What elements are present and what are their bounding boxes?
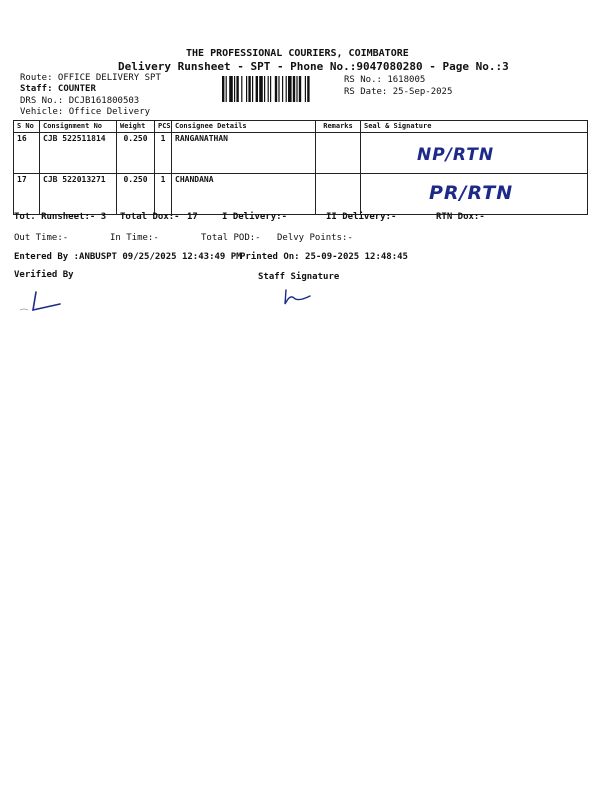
barcode-bar [264,76,265,102]
col-seal-signature: Seal & Signature [361,121,588,133]
i-delivery: I Delivery:- [222,212,288,222]
ii-delivery: II Delivery:- [326,212,397,222]
delvy-points: Delvy Points:- [277,233,353,243]
barcode-bar [307,76,309,102]
barcode-bar [226,76,227,102]
cell-seal [361,174,588,215]
cell-pcs: 1 [155,133,172,174]
rtn-dox: RTN Dox:- [436,212,485,222]
runsheet-table [13,120,588,215]
cell-consignment: CJB 522511814 [40,133,117,174]
rs-date: RS Date: 25-Sep-2025 [344,87,453,97]
drs-number: DRS No.: DCJB161800503 [20,96,140,106]
cell-seal [361,133,588,174]
cell-sno: 16 [14,133,40,174]
cell-remarks [316,174,361,215]
tot-runsheet: Tot. Runsheet:- 3 [14,212,107,222]
cell-consignee: CHANDANA [172,174,316,215]
barcode-bar [236,76,238,102]
barcode-bar [248,76,250,102]
barcode-bar [252,76,253,102]
barcode-bar [229,76,233,102]
in-time: In Time:- [110,233,159,243]
barcode-bar [222,76,224,102]
total-dox-value: 17 [187,212,198,222]
barcode-bar [299,76,301,102]
barcode-bar [234,76,235,102]
staff-label: Staff: COUNTER [20,84,96,94]
out-time: Out Time:- [14,233,69,243]
barcode-bar [275,76,277,102]
barcode-bar [293,76,295,102]
cell-consignment: CJB 522013271 [40,174,117,215]
total-dox-label: Total Dox:- [120,212,180,222]
table-row [14,133,588,174]
cell-pcs: 1 [155,174,172,215]
barcode-bar [282,76,283,102]
col-remarks: Remarks [316,121,361,133]
cell-remarks [316,133,361,174]
barcode-bar [270,76,271,102]
runsheet-subtitle: Delivery Runsheet - SPT - Phone No.:9047080280 - Page No.:3 [118,60,509,73]
col-consignment: Consignment No [40,121,117,133]
barcode-bar [278,76,279,102]
route-label: Route: OFFICE DELIVERY SPT [20,73,161,83]
company-title: THE PROFESSIONAL COURIERS, COIMBATORE [186,48,409,59]
col-consignee: Consignee Details [172,121,316,133]
vehicle-label: Vehicle: Office Delivery [20,107,151,117]
barcode-bar [246,76,247,102]
barcode-bar [256,76,258,102]
verified-signature [16,288,76,316]
barcode-bar [305,76,306,102]
col-sno: S No [14,121,40,133]
rs-number: RS No.: 1618005 [344,75,426,85]
cell-weight: 0.250 [117,174,155,215]
barcode-bar [286,76,287,102]
barcode-bar [259,76,263,102]
barcode-image [222,76,340,102]
cell-weight: 0.250 [117,133,155,174]
verified-by-label: Verified By [14,270,74,280]
printed-on: Printed On: 25-09-2025 12:48:45 [240,252,408,262]
col-weight: Weight [117,121,155,133]
staff-signature-label: Staff Signature [258,272,340,282]
barcode-bar [288,76,292,102]
handwritten-note: NP/RTN [417,145,495,165]
barcode-bar [268,76,269,102]
table-row [14,174,588,215]
total-pod: Total POD:- [201,233,261,243]
cell-consignee: RANGANATHAN [172,133,316,174]
staff-signature [280,286,320,308]
barcode-bar [296,76,297,102]
cell-sno: 17 [14,174,40,215]
handwritten-note: PR/RTN [429,182,514,204]
entered-by: Entered By :ANBUSPT 09/25/2025 12:43:49 PM [14,252,242,262]
col-pcs: PCS [155,121,172,133]
barcode-bar [241,76,242,102]
table-header-row [14,121,588,133]
